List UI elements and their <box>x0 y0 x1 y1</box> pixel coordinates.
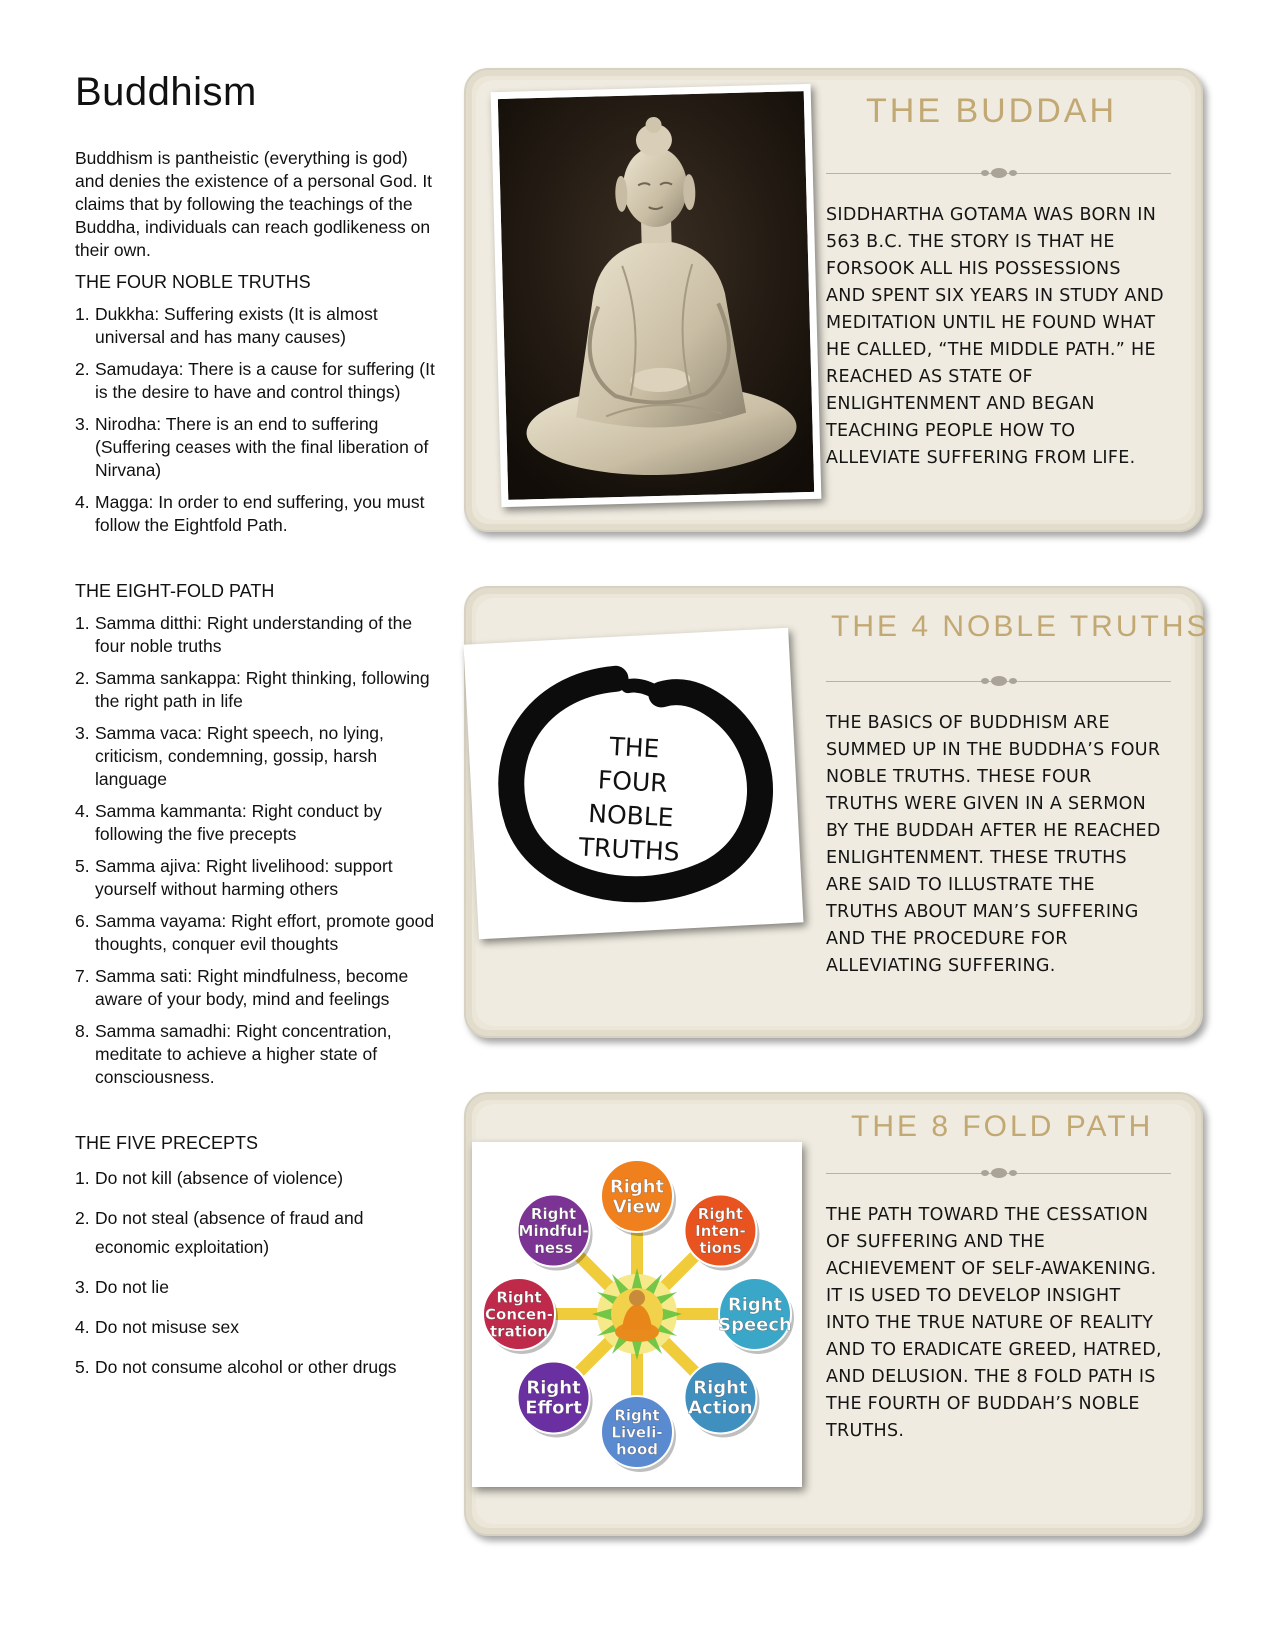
list-item: 8. Samma samadhi: Right concentration, meditate to achieve a higher state of consciousness. <box>75 1021 392 1087</box>
intro-paragraph: Buddhism is pantheistic (everything is god) and denies the existence of a personal God. It claims that by following the teachings of the Buddha, individuals can reach godlikeness on their own. <box>75 148 433 260</box>
list-item: 6. Samma vayama: Right effort, promote good thoughts, conquer evil thoughts <box>75 911 435 954</box>
wheel-node-label: Right <box>727 1294 783 1316</box>
wheel-node-label: Right <box>609 1176 665 1198</box>
list-item: 4. Do not misuse sex <box>75 1317 239 1337</box>
list-item: 7. Samma sati: Right mindfulness, become aware of your body, mind and feelings <box>75 966 409 1009</box>
noble-truths-card <box>464 586 1210 1038</box>
list-item: 1. Do not kill (absence of violence) <box>75 1168 344 1188</box>
wheel-node-label: tions <box>699 1238 742 1257</box>
buddha-statue-photo <box>491 84 822 507</box>
list-item: 4. Samma kammanta: Right conduct by following the five precepts <box>75 801 382 844</box>
eight-fold-path-list <box>75 612 435 1089</box>
list-item: 5. Do not consume alcohol or other drugs <box>75 1357 397 1377</box>
eight-fold-path-wheel <box>472 1142 802 1487</box>
wheel-node-label: Effort <box>525 1397 582 1419</box>
wheel-node-label: Right <box>530 1204 577 1223</box>
four-noble-truths-list <box>75 303 435 537</box>
page-title: Buddhism <box>75 70 257 114</box>
buddha-statue-icon <box>498 91 814 500</box>
wheel-node-label: View <box>612 1196 662 1218</box>
eight-fold-path-heading: THE EIGHT-FOLD PATH <box>75 581 275 601</box>
four-noble-truths-image <box>464 628 804 940</box>
wheel-node-label: ness <box>534 1238 573 1257</box>
divider-ornament-icon <box>826 676 1171 688</box>
list-item: 4. Magga: In order to end suffering, you must follow the Eightfold Path. <box>75 492 425 535</box>
list-item: 5. Samma ajiva: Right livelihood: support yourself without harming others <box>75 856 393 899</box>
wheel-node-label: Right <box>526 1377 581 1399</box>
wheel-node <box>601 1396 676 1472</box>
wheel-node-label: hood <box>615 1440 659 1459</box>
five-precepts-heading: THE FIVE PRECEPTS <box>75 1133 259 1153</box>
divider-ornament-icon <box>826 168 1171 180</box>
wheel-node-label: Inten- <box>695 1221 746 1240</box>
wheel-node <box>684 1361 759 1437</box>
card-text: THE BASICS OF BUDDHISM ARE SUMMED UP IN THE BUDDHA’S FOUR NOBLE TRUTHS. THESE FOUR TRUTHS WERE GIVEN IN A SERMON BY THE BUDDAH AFTER HE REACHED ENLIGHTENMENT. THESE TRUTHS ARE SAID TO ILLUSTRATE THE TRUTHS ABOUT MAN’S SUFFERING AND THE PROCEDURE FOR ALLEVIATING SUFFERING. <box>826 713 1161 976</box>
left-column <box>75 70 435 1393</box>
wheel-node-label: Liveli- <box>611 1423 663 1442</box>
list-item: 2. Do not steal (absence of fraud and economic exploitation) <box>75 1208 364 1257</box>
wheel-node-label: Concen- <box>485 1305 553 1324</box>
four-noble-truths-image-text: THE FOUR NOBLE TRUTHS <box>578 731 681 867</box>
wheel-node-label: Right <box>693 1377 748 1399</box>
list-item: 1. Samma ditthi: Right understanding of the four noble truths <box>75 613 413 656</box>
wheel-node-label: Mindful- <box>518 1221 589 1240</box>
wheel-node-label: tration <box>490 1322 548 1341</box>
card-title: THE 4 NOBLE TRUTHS <box>831 610 1210 643</box>
list-item: 3. Samma vaca: Right speech, no lying, criticism, condemning, gossip, harsh language <box>75 723 384 789</box>
wheel-node <box>718 1278 794 1354</box>
wheel-node-label: Right <box>697 1204 744 1223</box>
wheel-node-label: Right <box>496 1288 542 1307</box>
list-item: 2. Samudaya: There is a cause for suffering (It is the desire to have and control things) <box>75 359 435 402</box>
card-text: SIDDHARTHA GOTAMA WAS BORN IN 563 B.C. THE STORY IS THAT HE FORSOOK ALL HIS POSSESSIONS AND SPENT SIX YEARS IN STUDY AND MEDITATION UNTIL HE FOUND WHAT HE CALLED, “THE MIDDLE PATH.” HE REACHED AS STATE OF ENLIGHTENMENT AND BEGAN TEACHING PEOPLE HOW TO ALLEVIATE SUFFERING FROM LIFE. <box>826 205 1164 468</box>
divider-ornament-icon <box>826 1168 1171 1180</box>
eight-fold-path-wheel-image <box>472 1142 802 1487</box>
eight-fold-path-card <box>464 1092 1203 1536</box>
five-precepts-list <box>75 1164 435 1382</box>
list-item: 3. Do not lie <box>75 1277 169 1297</box>
wheel-node <box>483 1278 558 1354</box>
wheel-node-label: Speech <box>718 1314 792 1336</box>
list-item: 1. Dukkha: Suffering exists (It is almost universal and has many causes) <box>75 304 378 347</box>
wheel-node-label: Right <box>614 1406 660 1425</box>
four-noble-truths-heading: THE FOUR NOBLE TRUTHS <box>75 272 311 292</box>
buddah-card <box>464 68 1203 532</box>
card-title: THE 8 FOLD PATH <box>851 1110 1154 1143</box>
wheel-node <box>601 1160 676 1236</box>
wheel-node <box>518 1195 593 1271</box>
list-item: 3. Nirodha: There is an end to suffering (Suffering ceases with the final liberation of Nirvana) <box>75 414 429 480</box>
wheel-node-label: Action <box>688 1397 753 1419</box>
list-item: 2. Samma sankappa: Right thinking, following the right path in life <box>75 668 430 711</box>
card-title: THE BUDDAH <box>866 92 1118 130</box>
card-text: THE PATH TOWARD THE CESSATION OF SUFFERING AND THE ACHIEVEMENT OF SELF-AWAKENING. IT IS USED TO DEVELOP INSIGHT INTO THE TRUE NATURE OF REALITY AND TO ERADICATE GREED, HATRED, AND DELUSION. THE 8 FOLD PATH IS THE FOURTH OF BUDDAH’S NOBLE TRUTHS. <box>826 1205 1162 1441</box>
